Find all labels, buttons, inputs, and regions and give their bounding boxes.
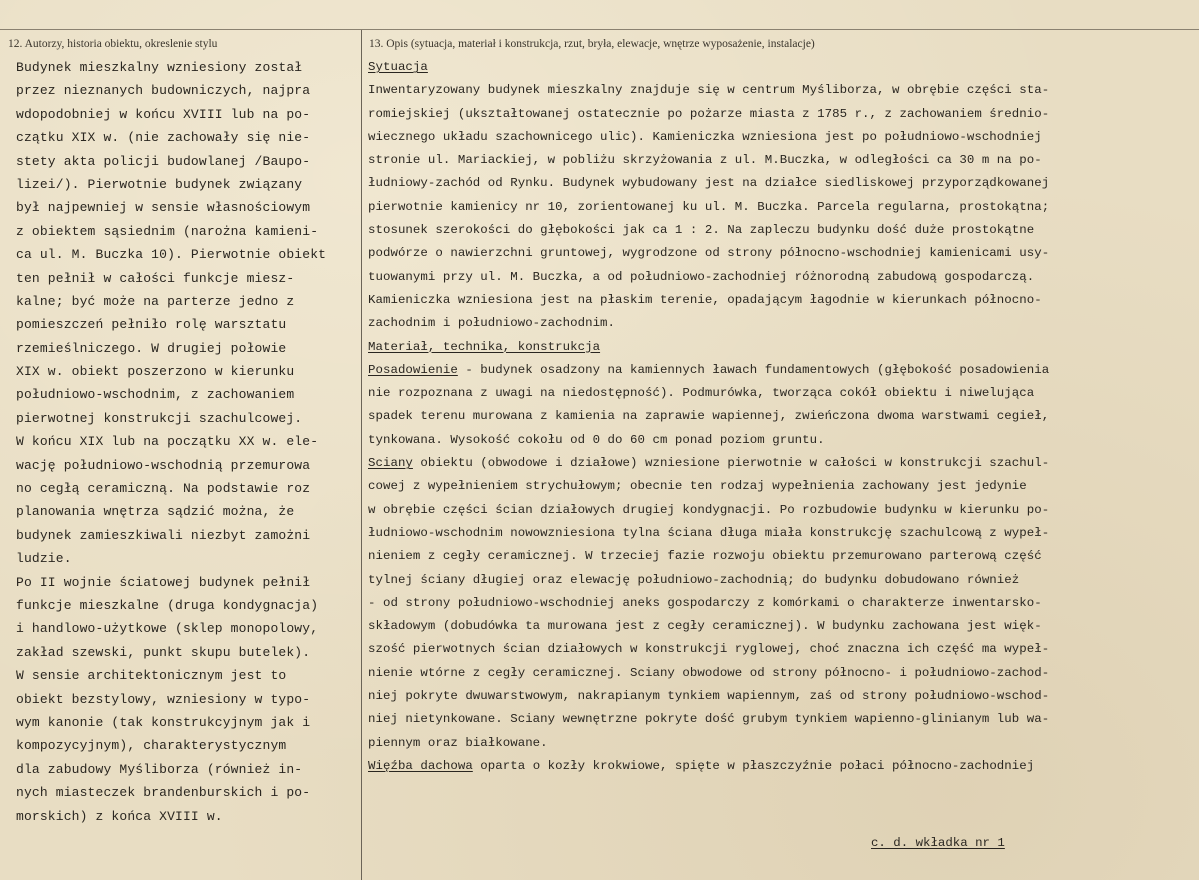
text-line: wym kanonie (tak konstrukcyjnym jak i — [16, 714, 311, 730]
text-line: romiejskiej (ukształtowanej ostatecznie po pożarze miasta z 1785 r., z zachowaniem średnio- — [368, 106, 1050, 121]
text-line: w obrębie części ścian działowych drugiej kondygnacji. Po rozbudowie budynku w kierunku po- — [368, 502, 1050, 517]
text-line: Kamieniczka wzniesiona jest na płaskim terenie, opadającym łagodnie w kierunkach północno- — [368, 292, 1042, 307]
text-line: wację południowo-wschodnią przemurowa — [16, 457, 311, 473]
sciany-label: Sciany — [368, 456, 413, 471]
description-text — [368, 56, 1188, 778]
wiezba-first-text: oparta o kozły krokwiowe, spięte w płaszczyźnie połaci północno-zachodniej — [472, 758, 1035, 773]
text-line: ca ul. M. Buczka 10). Pierwotnie obiekt — [16, 247, 327, 263]
text-line: piennym oraz białkowane. — [368, 735, 548, 750]
section-title-material: Materiał, technika, konstrukcja — [368, 339, 601, 354]
text-line: niej nietynkowane. Sciany wewnętrzne pokryte dość grubym tynkiem wapienno-glinianym lub wa- — [368, 712, 1050, 727]
text-line: wdopodobniej w końcu XVIII lub na po- — [16, 106, 311, 122]
text-line: stosunek szerokości do głębokości jak ca 1 : 2. Na zapleczu budynku dość duże prostokątne — [368, 223, 1035, 238]
text-line: przez nieznanych budowniczych, najpra — [16, 83, 311, 99]
text-line: spadek terenu murowana z kamienia na zaprawie wapiennej, zwieńczona dwoma warstwami cegieł, — [368, 409, 1050, 424]
text-line: W sensie architektonicznym jest to — [16, 668, 287, 684]
text-line: pierwotnej konstrukcji szachulcowej. — [16, 410, 303, 426]
text-line: nie rozpoznana z uwagi na niedostępność). Podmurówka, tworząca cokół obiektu i niwelująca — [368, 386, 1035, 401]
text-line: czątku XIX w. (nie zachowały się nie- — [16, 130, 311, 146]
sciany-first-line — [368, 452, 1188, 475]
text-line: z obiektem sąsiednim (narożna kamieni- — [16, 223, 319, 239]
text-line: tynkowana. Wysokość cokołu od 0 do 60 cm ponad poziom gruntu. — [368, 432, 825, 447]
text-line: XIX w. obiekt poszerzono w kierunku — [16, 364, 295, 380]
text-line: morskich) z końca XVIII w. — [16, 808, 223, 824]
text-line: nienie wtórne z cegły ceramicznej. Sciany obwodowe od strony północno- i południowo-zachod- — [368, 665, 1050, 680]
text-line: cowej z wypełnieniem strychułowym; obecnie ten rodzaj wypełnienia zachowany jest jedynie — [368, 479, 1027, 494]
text-line: kalne; być może na parterze jedno z — [16, 293, 295, 309]
text-line: zakład szewski, punkt skupu butelek). — [16, 644, 311, 660]
right-column-heading: 13. Opis (sytuacja, materiał i konstrukcja, rzut, bryła, elewacje, wnętrze wyposażenie, instalacje) — [369, 38, 815, 50]
top-rule — [0, 29, 1199, 30]
text-line: niej pokryte dwuwarstwowym, nakrapianym tynkiem wapiennym, zaś od strony południowo-wschod- — [368, 689, 1050, 704]
text-line: stronie ul. Mariackiej, w pobliżu skrzyżowania z ul. M.Buczka, w odległości ca 30 m na po- — [368, 153, 1042, 168]
left-column-heading: 12. Autorzy, historia obiektu, okreslenie stylu — [8, 38, 218, 50]
text-line: Budynek mieszkalny wzniesiony został — [16, 60, 303, 75]
column-divider — [361, 30, 362, 880]
text-line: południowo-wschodnim, z zachowaniem — [16, 387, 295, 403]
text-line: obiekt bezstylowy, wzniesiony w typo- — [16, 691, 311, 707]
text-line: nych miasteczek brandenburskich i po- — [16, 785, 311, 801]
text-line: lizei/). Pierwotnie budynek związany — [16, 176, 303, 192]
text-line: łudniowy-zachód od Rynku. Budynek wybudowany jest na działce siedliskowej przyporządkowanej — [368, 176, 1050, 191]
posadowienie-paragraph — [368, 382, 1188, 452]
text-line: no cegłą ceramiczną. Na podstawie roz — [16, 481, 311, 497]
text-line: łudniowo-wschodnim nowowzniesiona tylna ściana długa miała konstrukcję szachulcową z wypeł- — [368, 525, 1050, 540]
text-line: szość pierwotnych ścian działowych w konstrukcji ryglowej, choć znaczna ich część ma wypeł- — [368, 642, 1050, 657]
text-line: planowania wnętrza sądzić można, że — [16, 504, 295, 520]
wiezba-first-line — [368, 755, 1188, 778]
text-line: nieniem z cegły ceramicznej. W trzeciej fazie rozwoju obiektu przemurowano parterową część — [368, 549, 1042, 564]
text-line: był najpewniej w sensie własnościowym — [16, 200, 311, 216]
text-line: rzemieślniczego. W drugiej połowie — [16, 340, 287, 356]
text-line: budynek zamieszkiwali niezbyt zamożni — [16, 527, 311, 543]
sciany-paragraph — [368, 475, 1188, 755]
section-title-sytuacja: Sytuacja — [368, 60, 428, 74]
text-line: ludzie. — [16, 551, 72, 567]
posadowienie-first-text: - budynek osadzony na kamiennych ławach fundamentowych (głębokość posadowienia — [457, 362, 1050, 377]
text-line: ten pełnił w całości funkcje miesz- — [16, 270, 295, 286]
text-line: funkcje mieszkalne (druga kondygnacja) — [16, 597, 319, 613]
text-line: Po II wojnie ściatowej budynek pełnił — [16, 574, 311, 590]
text-line: składowym (dobudówka ta murowana jest z cegły ceramicznej). W budynku zachowana jest więk- — [368, 619, 1042, 634]
text-line: - od strony południowo-wschodniej aneks gospodarczy z komórkami o charakterze inwentarsko- — [368, 595, 1042, 610]
text-line: kompozycyjnym), charakterystycznym — [16, 738, 287, 754]
continuation-reference: c. d. wkładka nr 1 — [871, 836, 1005, 850]
text-line: i handlowo-użytkowe (sklep monopolowy, — [16, 621, 319, 637]
sytuacja-paragraph — [368, 79, 1188, 335]
history-text — [16, 56, 361, 828]
text-line: tylnej ściany długiej oraz elewację południowo-zachodnią; do budynku dobudowano również — [368, 572, 1020, 587]
text-line: zachodnim i południowo-zachodnim. — [368, 316, 616, 331]
text-line: tuowanymi przy ul. M. Buczka, a od południowo-zachodniej różnorodną zabudową gospodarczą. — [368, 269, 1035, 284]
sciany-first-text: obiektu (obwodowe i działowe) wzniesione pierwotnie w całości w konstrukcji szachul- — [412, 456, 1050, 471]
text-line: podwórze o nawierzchni gruntowej, wygrodzone od strony północno-wschodniej kamienicami usy- — [368, 246, 1050, 261]
posadowienie-first-line — [368, 359, 1188, 382]
text-line: W końcu XIX lub na początku XX w. ele- — [16, 434, 319, 450]
posadowienie-label: Posadowienie — [368, 362, 458, 377]
text-line: stety akta policji budowlanej /Baupo- — [16, 153, 311, 169]
wiezba-label: Więźba dachowa — [368, 758, 473, 773]
text-line: pierwotnie kamienicy nr 10, zorientowanej ku ul. M. Buczka. Parcela regularna, prostokątna; — [368, 199, 1050, 214]
text-line: pomieszczeń pełniło rolę warsztatu — [16, 317, 287, 333]
text-line: dla zabudowy Myśliborza (również in- — [16, 761, 303, 777]
text-line: wiecznego układu szachownicego ulic). Kamieniczka wzniesiona jest po południowo-wschodniej — [368, 129, 1042, 144]
text-line: Inwentaryzowany budynek mieszkalny znajduje się w centrum Myśliborza, w obrębie części sta- — [368, 83, 1050, 98]
